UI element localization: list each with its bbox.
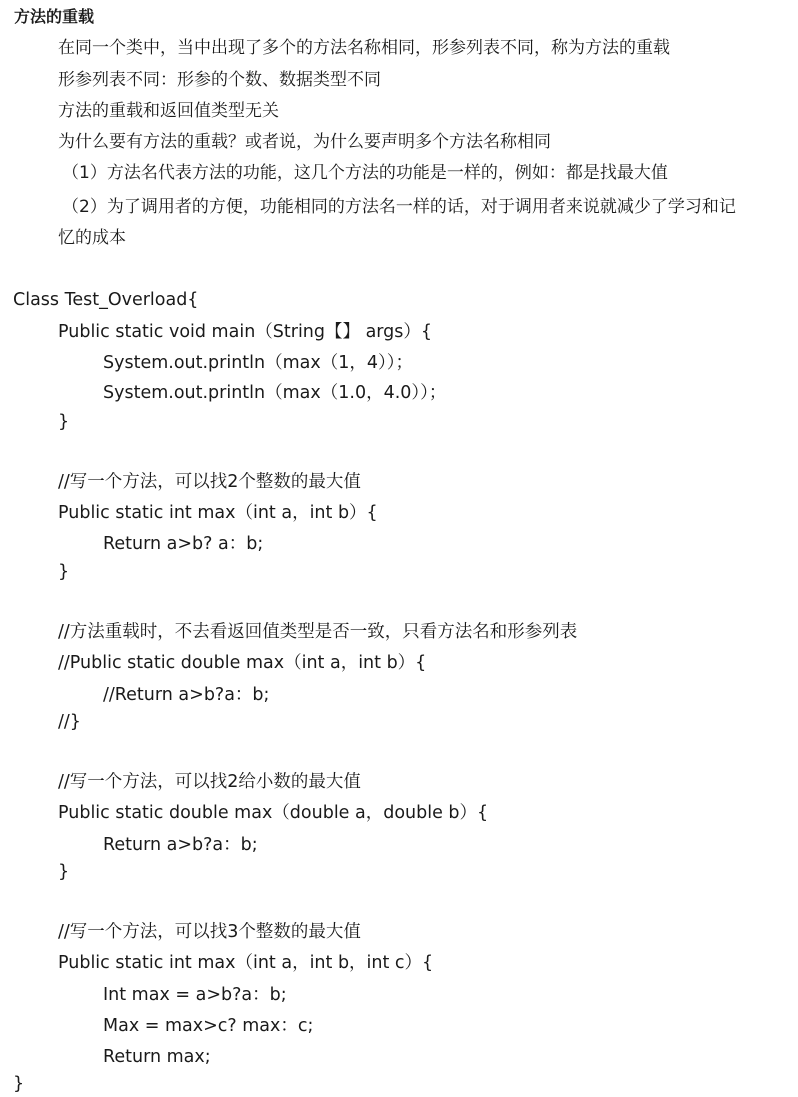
note-line: 在同一个类中，当中出现了多个的方法名称相同，形参列表不同，称为方法的重载 <box>58 38 670 58</box>
code-comment: //Return a>b?a：b; <box>103 685 270 705</box>
code-line: Return a>b? a：b; <box>103 534 264 554</box>
code-line: } <box>58 862 70 882</box>
code-comment: //写一个方法，可以找2个整数的最大值 <box>58 472 361 492</box>
note-line: （1）方法名代表方法的功能，这几个方法的功能是一样的，例如：都是找最大值 <box>62 163 668 183</box>
note-line: 方法的重载和返回值类型无关 <box>58 101 279 121</box>
code-comment: //写一个方法，可以找2给小数的最大值 <box>58 772 361 792</box>
code-line: Class Test_Overload{ <box>13 290 199 310</box>
code-line: System.out.println（max（1，4））； <box>103 353 414 373</box>
note-line: 形参列表不同：形参的个数、数据类型不同 <box>58 70 381 90</box>
code-line: } <box>13 1074 25 1094</box>
code-line: } <box>58 412 70 432</box>
note-line: 为什么要有方法的重载？或者说，为什么要声明多个方法名称相同 <box>58 132 551 152</box>
code-comment: //方法重载时，不去看返回值类型是否一致，只看方法名和形参列表 <box>58 622 578 642</box>
code-comment: //Public static double max（int a，int b）{ <box>58 653 427 673</box>
code-line: } <box>58 562 70 582</box>
code-line: Max = max>c? max：c; <box>103 1016 314 1036</box>
code-line: Return a>b?a：b; <box>103 835 258 855</box>
document-title: 方法的重载 <box>14 7 95 26</box>
code-comment: //写一个方法，可以找3个整数的最大值 <box>58 922 361 942</box>
code-line: Public static double max（double a，double b）{ <box>58 803 489 823</box>
code-line: Return max; <box>103 1047 211 1067</box>
code-line: System.out.println（max（1.0，4.0））； <box>103 383 447 403</box>
code-line: Public static void main（String【】 args）{ <box>58 322 433 342</box>
code-line: Public static int max（int a，int b，int c）{ <box>58 953 434 973</box>
code-line: Int max = a>b?a：b; <box>103 985 287 1005</box>
code-line: Public static int max（int a，int b）{ <box>58 503 378 523</box>
code-comment: //} <box>58 712 81 732</box>
note-line: 忆的成本 <box>58 228 126 248</box>
note-line: （2）为了调用者的方便，功能相同的方法名一样的话，对于调用者来说就减少了学习和记 <box>62 197 736 217</box>
